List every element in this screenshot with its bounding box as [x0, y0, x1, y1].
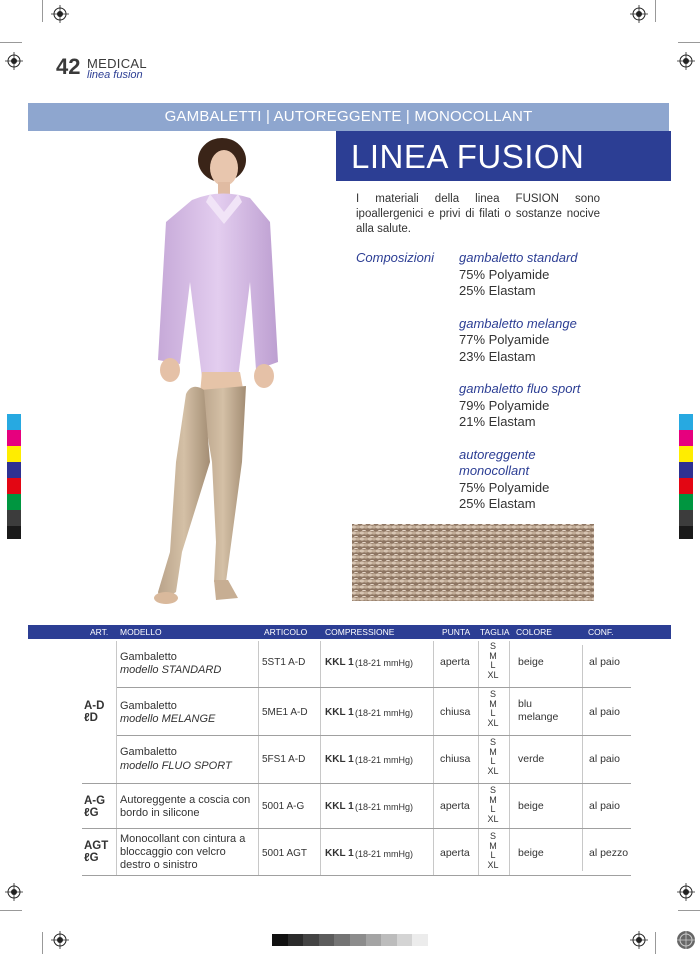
registration-mark-icon	[5, 883, 23, 901]
composition-item	[459, 447, 679, 513]
col-colore: COLORE	[516, 627, 552, 637]
table-row	[0, 737, 700, 783]
registration-mark-icon	[51, 5, 69, 23]
col-art: ART.	[90, 627, 109, 637]
composition-name: gambaletto standard	[459, 250, 578, 265]
toe-type: aperta	[440, 847, 470, 859]
size: M	[489, 698, 497, 709]
model-name: Gambaletto	[120, 700, 177, 712]
size: L	[490, 660, 496, 670]
compositions-label: Composizioni	[356, 250, 435, 265]
fabric-swatch	[352, 524, 594, 601]
compression-pressure: (18-21 mmHg)	[355, 849, 414, 859]
page-number: 42	[56, 54, 81, 79]
composition-item	[459, 316, 679, 366]
registration-mark-icon	[630, 5, 648, 23]
composition-item	[459, 250, 679, 300]
composition-line: 79% Polyamide	[459, 397, 550, 413]
category-bar: GAMBALETTI | AUTOREGGENTE | MONOCOLLANT	[28, 103, 669, 131]
model-variant: modello STANDARD	[120, 664, 222, 676]
art-code-main: A-D	[84, 700, 105, 712]
model-variant: modello MELANGE	[120, 713, 216, 725]
size: L	[490, 804, 496, 814]
section-subtitle: linea fusion	[87, 69, 143, 81]
composition-name: gambaletto fluo sport	[459, 381, 581, 396]
table-header	[28, 625, 671, 639]
toe-type: aperta	[440, 656, 470, 668]
table-row	[0, 641, 700, 687]
col-taglia: TAGLIA	[480, 627, 510, 637]
section-title: MEDICAL	[87, 56, 147, 71]
model-name: Autoreggente a coscia con bordo in silicone	[120, 794, 251, 819]
compression-pressure: (18-21 mmHg)	[355, 755, 414, 765]
size: XL	[487, 859, 499, 870]
row-divider	[82, 828, 631, 829]
size: L	[490, 850, 496, 860]
gray-target-icon	[676, 930, 696, 950]
row-divider	[117, 687, 631, 688]
gray-scale-strip	[272, 934, 428, 946]
registration-mark-icon	[677, 52, 695, 70]
article-code: 5ME1 A-D	[262, 707, 308, 718]
art-code-sub: ℓG	[84, 807, 99, 819]
size: S	[489, 689, 496, 699]
sizes	[483, 690, 503, 728]
row-divider	[117, 735, 631, 736]
article-code: 5001 A-G	[262, 801, 305, 812]
composition-line: 75% Polyamide	[459, 266, 550, 282]
size: S	[489, 831, 496, 841]
color-value: beige	[518, 800, 544, 812]
size: M	[489, 650, 497, 661]
package-value: al pezzo	[589, 847, 629, 859]
compression-class: KKL 1	[325, 707, 354, 718]
art-code-main: A-G	[84, 795, 106, 807]
compression-class: KKL 1	[325, 801, 354, 812]
sizes	[483, 738, 503, 776]
compositions-list	[459, 250, 679, 529]
article-code: 5001 AGT	[262, 848, 308, 859]
compression-pressure: (18-21 mmHg)	[355, 658, 414, 668]
model-variant: modello FLUO SPORT	[120, 760, 232, 772]
table-row	[0, 830, 700, 875]
package-value: al paio	[589, 656, 620, 668]
art-code-sub: ℓD	[84, 712, 98, 724]
registration-mark-icon	[5, 52, 23, 70]
row-divider	[82, 875, 631, 876]
model-name: Gambaletto	[120, 746, 177, 758]
composition-name: autoreggente monocollant	[459, 446, 536, 478]
composition-item	[459, 381, 679, 431]
table-row	[0, 689, 700, 735]
trim-mark	[655, 932, 656, 954]
size: S	[489, 737, 496, 747]
size: XL	[487, 669, 499, 680]
package-value: al paio	[589, 706, 620, 718]
col-conf: CONF.	[588, 627, 614, 637]
model-photo	[130, 132, 310, 610]
registration-mark-icon	[630, 931, 648, 949]
model-name: Monocollant con cintura a bloccaggio con velcro destro o sinistro	[120, 833, 246, 871]
art-code-sub: ℓG	[84, 852, 99, 864]
size: M	[489, 840, 497, 851]
intro-text: I materiali della linea FUSION sono ipoallergenici e privi di filati o sostanze nocive alla salute.	[356, 193, 600, 235]
row-divider	[82, 783, 631, 784]
trim-mark	[678, 42, 700, 43]
col-punta: PUNTA	[442, 627, 471, 637]
color-bar-left	[7, 414, 21, 539]
package-value: al paio	[589, 800, 620, 812]
registration-mark-icon	[677, 883, 695, 901]
size: M	[489, 746, 497, 757]
compression-class: KKL 1	[325, 657, 354, 668]
size: XL	[487, 813, 499, 824]
col-compressione: COMPRESSIONE	[325, 627, 395, 637]
composition-line: 25% Elastam	[459, 496, 536, 511]
compression-class: KKL 1	[325, 754, 354, 765]
toe-type: aperta	[440, 800, 470, 812]
article-code: 5FS1 A-D	[262, 754, 306, 765]
toe-type: chiusa	[440, 753, 471, 765]
color-value: blu melange	[518, 698, 559, 723]
composition-line: 23% Elastam	[459, 348, 536, 364]
color-value: beige	[518, 847, 544, 859]
trim-mark	[0, 910, 22, 911]
size: L	[490, 708, 496, 718]
trim-mark	[42, 932, 43, 954]
size: XL	[487, 717, 499, 728]
toe-type: chiusa	[440, 706, 471, 718]
trim-mark	[678, 910, 700, 911]
color-value: verde	[518, 753, 545, 765]
composition-line: 77% Polyamide	[459, 332, 550, 347]
size: XL	[487, 765, 499, 776]
color-bar-right	[679, 414, 693, 539]
col-modello: MODELLO	[120, 627, 162, 637]
composition-line: 21% Elastam	[459, 414, 536, 429]
article-code: 5ST1 A-D	[262, 657, 306, 668]
compression-class: KKL 1	[325, 848, 354, 859]
registration-mark-icon	[51, 931, 69, 949]
sizes	[483, 786, 503, 824]
composition-line: 25% Elastam	[459, 283, 536, 298]
col-articolo: ARTICOLO	[264, 627, 308, 637]
trim-mark	[655, 0, 656, 22]
size: L	[490, 756, 496, 766]
size: S	[489, 785, 496, 795]
package-value: al paio	[589, 753, 620, 765]
trim-mark	[0, 42, 22, 43]
sizes	[483, 642, 503, 680]
size: S	[489, 641, 496, 651]
model-name: Gambaletto	[120, 651, 177, 663]
composition-line: 75% Polyamide	[459, 479, 550, 495]
compression-pressure: (18-21 mmHg)	[355, 802, 414, 812]
color-value: beige	[518, 656, 544, 668]
table-row	[0, 785, 700, 828]
page-title: LINEA FUSION	[336, 131, 671, 181]
composition-name: gambaletto melange	[459, 315, 577, 331]
compression-pressure: (18-21 mmHg)	[355, 708, 414, 718]
art-code-main: AGT	[84, 840, 109, 852]
trim-mark	[42, 0, 43, 22]
sizes	[483, 832, 503, 870]
size: M	[489, 794, 497, 805]
